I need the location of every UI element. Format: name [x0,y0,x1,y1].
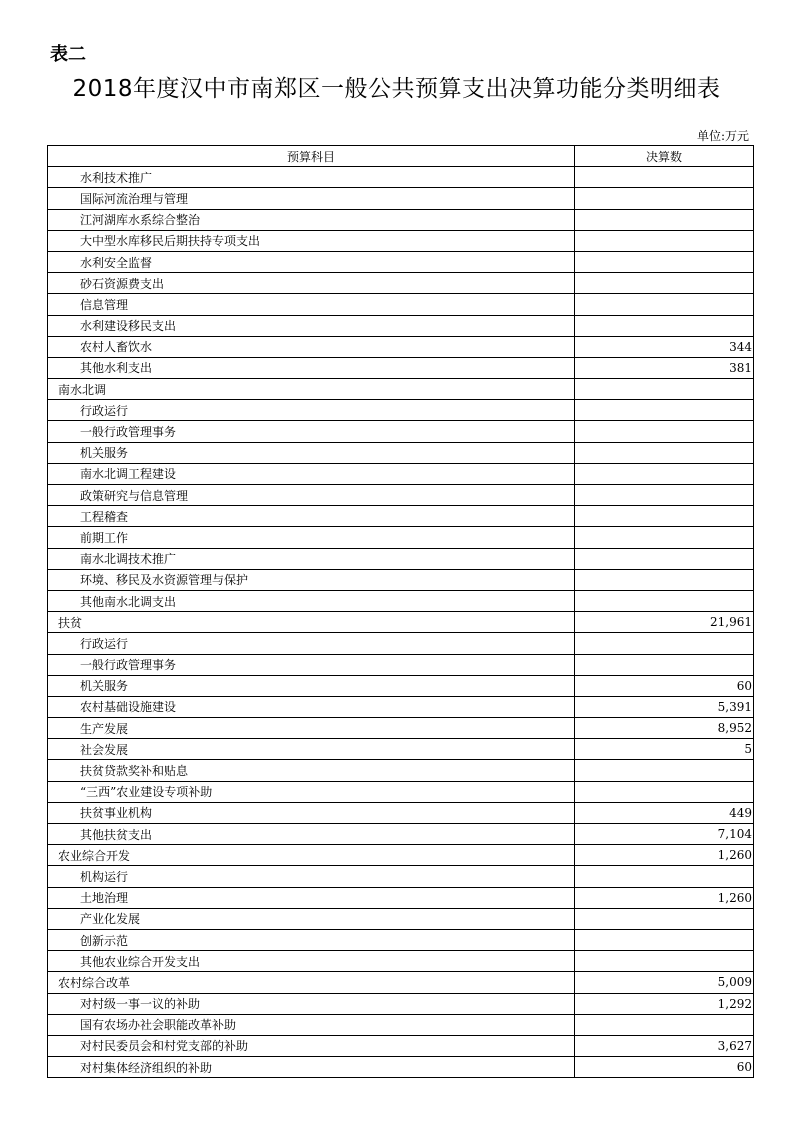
table-row [48,781,754,802]
row-amount: 1,260 [575,887,754,908]
table-row [48,506,754,527]
row-amount [575,463,754,484]
table-row [48,315,754,336]
row-amount: 60 [575,1057,754,1078]
row-amount [575,421,754,442]
table-row [48,251,754,272]
table-row [48,802,754,823]
table-row [48,972,754,993]
row-subject: 南水北调技术推广 [48,548,575,569]
table-row [48,929,754,950]
table-row [48,1014,754,1035]
row-subject: 对村集体经济组织的补助 [48,1057,575,1078]
table-row [48,167,754,188]
row-amount [575,230,754,251]
row-amount: 1,260 [575,845,754,866]
column-header-amount: 决算数 [575,146,754,167]
table-row [48,569,754,590]
row-amount [575,506,754,527]
row-subject: 土地治理 [48,887,575,908]
table-row [48,633,754,654]
row-amount [575,273,754,294]
row-amount: 8,952 [575,718,754,739]
table-row [48,230,754,251]
table-row [48,527,754,548]
table-row [48,696,754,717]
row-amount [575,951,754,972]
table-row [48,485,754,506]
row-subject: 其他水利支出 [48,357,575,378]
row-subject: 其他南水北调支出 [48,590,575,611]
row-subject: 水利技术推广 [48,167,575,188]
row-amount [575,188,754,209]
table-row [48,590,754,611]
row-amount [575,315,754,336]
row-amount: 5,391 [575,696,754,717]
table-row [48,824,754,845]
table-row [48,718,754,739]
table-row [48,866,754,887]
row-subject: 江河湖库水系综合整治 [48,209,575,230]
row-subject: 水利建设移民支出 [48,315,575,336]
row-amount [575,379,754,400]
table-row [48,739,754,760]
table-row [48,463,754,484]
row-amount: 3,627 [575,1035,754,1056]
row-subject: 对村级一事一议的补助 [48,993,575,1014]
row-subject: 大中型水库移民后期扶持专项支出 [48,230,575,251]
row-subject: 农村基础设施建设 [48,696,575,717]
row-amount [575,590,754,611]
row-amount: 21,961 [575,612,754,633]
table-label: 表二 [50,44,86,65]
row-subject: 对村民委员会和村党支部的补助 [48,1035,575,1056]
row-subject: 一般行政管理事务 [48,654,575,675]
row-amount [575,929,754,950]
table-header-row [48,146,754,167]
table-row [48,760,754,781]
unit-label: 单位:万元 [696,129,749,143]
row-amount [575,485,754,506]
row-amount [575,1014,754,1035]
table-row [48,951,754,972]
row-amount [575,251,754,272]
row-subject: 砂石资源费支出 [48,273,575,294]
table-row [48,1057,754,1078]
row-amount [575,781,754,802]
table-row [48,188,754,209]
row-amount: 344 [575,336,754,357]
table-row [48,273,754,294]
row-subject: 产业化发展 [48,908,575,929]
row-amount [575,400,754,421]
row-subject: 农村综合改革 [48,972,575,993]
row-amount: 5,009 [575,972,754,993]
row-amount [575,569,754,590]
budget-table [47,145,754,1078]
row-subject: 水利安全监督 [48,251,575,272]
row-subject: 前期工作 [48,527,575,548]
row-subject: 创新示范 [48,929,575,950]
row-amount: 5 [575,739,754,760]
row-subject: 其他农业综合开发支出 [48,951,575,972]
table-row [48,400,754,421]
row-subject: 农业综合开发 [48,845,575,866]
table-row [48,908,754,929]
row-amount [575,866,754,887]
row-subject: 机构运行 [48,866,575,887]
table-row [48,654,754,675]
row-amount [575,209,754,230]
row-subject: 国际河流治理与管理 [48,188,575,209]
row-subject: 行政运行 [48,400,575,421]
row-subject: 扶贫贷款奖补和贴息 [48,760,575,781]
row-amount: 7,104 [575,824,754,845]
row-subject: 生产发展 [48,718,575,739]
table-row [48,845,754,866]
table-row [48,993,754,1014]
row-amount [575,167,754,188]
row-subject: 机关服务 [48,442,575,463]
row-amount [575,633,754,654]
table-body [48,167,754,1078]
table-row [48,421,754,442]
table-row [48,209,754,230]
row-subject: 扶贫 [48,612,575,633]
row-subject: 机关服务 [48,675,575,696]
table-row [48,442,754,463]
row-amount [575,908,754,929]
row-subject: 扶贫事业机构 [48,802,575,823]
row-amount [575,442,754,463]
table-row [48,357,754,378]
table-row [48,336,754,357]
row-amount: 1,292 [575,993,754,1014]
table-row [48,887,754,908]
row-subject: 其他扶贫支出 [48,824,575,845]
row-subject: 南水北调工程建设 [48,463,575,484]
row-subject: 社会发展 [48,739,575,760]
table-row [48,294,754,315]
table-row [48,1035,754,1056]
row-amount [575,294,754,315]
row-subject: 国有农场办社会职能改革补助 [48,1014,575,1035]
row-subject: “三西”农业建设专项补助 [48,781,575,802]
row-amount [575,527,754,548]
table-row [48,675,754,696]
row-subject: 一般行政管理事务 [48,421,575,442]
row-subject: 政策研究与信息管理 [48,485,575,506]
row-amount [575,654,754,675]
row-subject: 农村人畜饮水 [48,336,575,357]
row-amount: 449 [575,802,754,823]
table-row [48,612,754,633]
row-subject: 环境、移民及水资源管理与保护 [48,569,575,590]
table-row [48,548,754,569]
row-subject: 行政运行 [48,633,575,654]
column-header-subject: 预算科目 [48,146,575,167]
page-title: 2018年度汉中市南郑区一般公共预算支出决算功能分类明细表 [72,76,721,102]
row-amount [575,760,754,781]
row-amount: 60 [575,675,754,696]
row-subject: 南水北调 [48,379,575,400]
row-amount [575,548,754,569]
row-subject: 信息管理 [48,294,575,315]
table-row [48,379,754,400]
row-subject: 工程稽查 [48,506,575,527]
row-amount: 381 [575,357,754,378]
